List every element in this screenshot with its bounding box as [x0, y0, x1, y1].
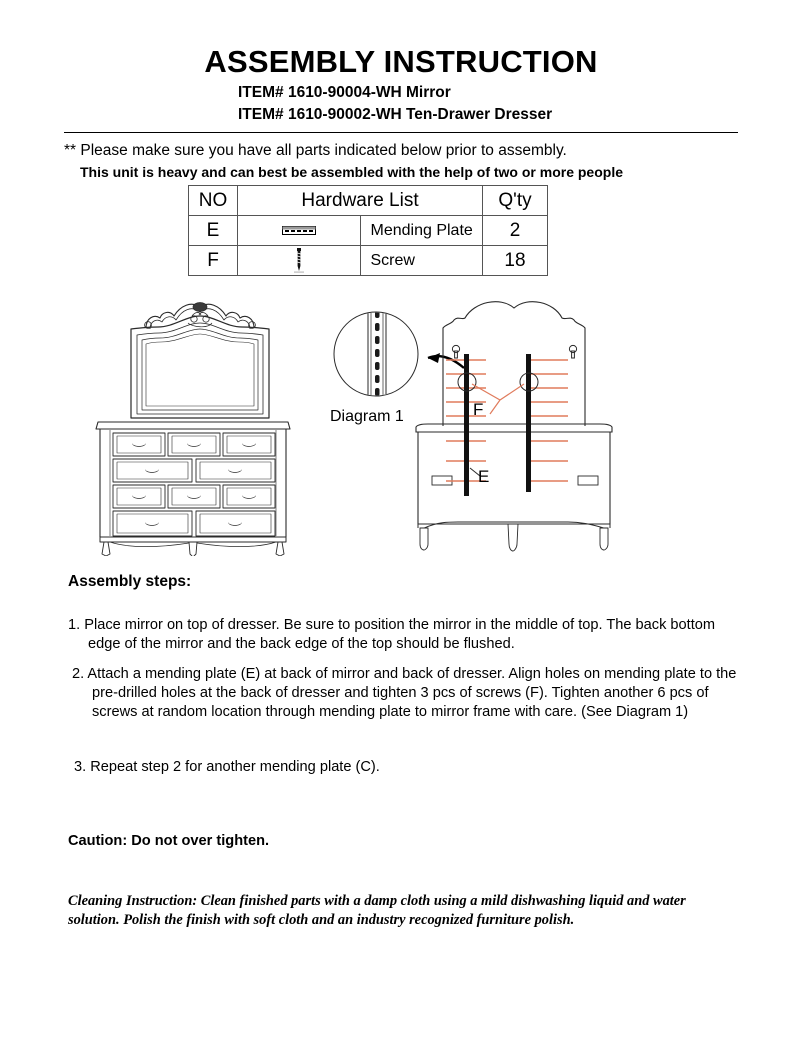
item-number-dresser: ITEM# 1610-90002-WH Ten-Drawer Dresser — [238, 106, 553, 123]
table-row — [189, 246, 548, 276]
assembly-step-2 — [72, 665, 744, 722]
parts-check-note: ** Please make sure you have all parts indicated below prior to assembly. — [64, 142, 567, 159]
assembly-step-3 — [74, 758, 674, 777]
dresser-with-mirror-front-view — [88, 296, 298, 556]
assembly-step-1 — [68, 616, 728, 654]
mending-plate-glyph — [282, 226, 316, 235]
callout-label-f: F — [473, 400, 484, 419]
caution-note: Caution: Do not over tighten. — [68, 833, 270, 849]
step-3-text: Repeat step 2 for another mending plate (C). — [90, 759, 380, 775]
part-qty-mending-plate: 2 — [483, 216, 548, 246]
item-number-mirror: ITEM# 1610-90004-WH Mirror — [238, 84, 451, 101]
step-2-text: Attach a mending plate (E) at back of mirror and back of dresser. Align holes on mending plate to the pre-drilled holes at the back of dresser and tighten 3 pcs of screws (F). Tighten another 6 pcs of screws at random location through mending plate to mirror frame with care. (See Diagram 1) — [87, 666, 737, 720]
part-code-e: E — [189, 216, 238, 246]
column-header-hardware-list: Hardware List — [238, 186, 483, 216]
page-title: ASSEMBLY INSTRUCTION — [204, 44, 598, 79]
keyhole-hanger — [569, 345, 576, 358]
table-header-row — [189, 186, 548, 216]
diagram-1-label: Diagram 1 — [330, 408, 404, 425]
step-2-number: 2. — [72, 666, 85, 682]
step-1-text: Place mirror on top of dresser. Be sure to position the mirror in the middle of top. The back bottom edge of the mirror and the back edge of the top should be flushed. — [84, 617, 716, 652]
keyhole-hanger — [452, 345, 459, 358]
cleaning-instruction: Cleaning Instruction: Clean finished parts with a damp cloth using a mild dishwashing liquid and water solution. Polish the finish with soft cloth and an industry recognized furniture polish. — [68, 893, 686, 928]
step-1-number: 1. — [68, 617, 81, 633]
screw-glyph — [293, 248, 305, 273]
mending-plate-icon — [238, 216, 361, 246]
assembly-steps-heading: Assembly steps: — [68, 573, 192, 590]
mending-plate-detail-circle — [334, 306, 418, 402]
hardware-list-table — [188, 185, 548, 276]
mending-plate-right — [526, 354, 531, 492]
screw-icon — [238, 246, 361, 276]
part-qty-screw: 18 — [483, 246, 548, 276]
column-header-no: NO — [189, 186, 238, 216]
part-name-screw: Screw — [360, 246, 483, 276]
mending-plate-left — [464, 354, 469, 496]
step-3-number: 3. — [74, 759, 87, 775]
heavy-unit-warning: This unit is heavy and can best be assembled with the help of two or more people — [80, 164, 623, 180]
part-code-f: F — [189, 246, 238, 276]
column-header-qty: Q'ty — [483, 186, 548, 216]
back-view-assembly-diagram — [328, 296, 618, 556]
part-name-mending-plate: Mending Plate — [360, 216, 483, 246]
callout-label-e: E — [478, 467, 490, 486]
header-divider — [64, 132, 738, 133]
table-row — [189, 216, 548, 246]
